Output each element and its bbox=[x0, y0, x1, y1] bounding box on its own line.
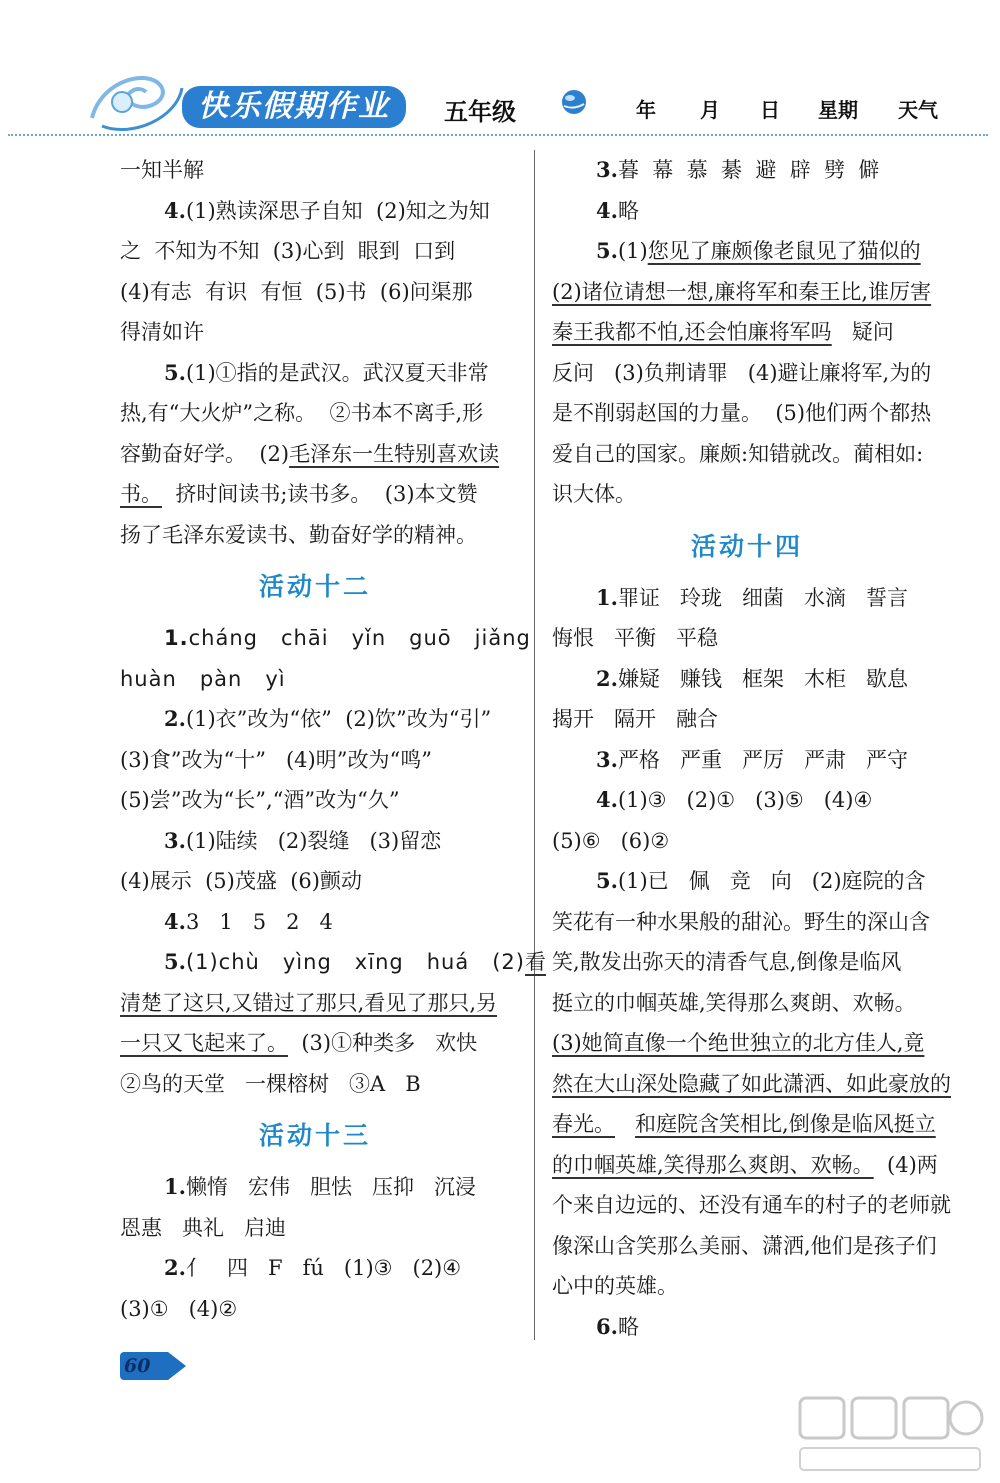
answer-line: (5)⑥ (6)② bbox=[552, 828, 670, 853]
answer-line: 扬了毛泽东爱读书、勤奋好学的精神。 bbox=[120, 522, 477, 547]
answer-line: 4.略 bbox=[596, 197, 639, 223]
answer-line: 爱自己的国家。廉颇:知错就改。蔺相如: bbox=[552, 441, 924, 466]
answer-line: huàn pàn yì bbox=[120, 666, 286, 691]
answer-line: 个来自边远的、还没有通车的村子的老师就 bbox=[552, 1193, 951, 1217]
answer-line: 1.罪证 玲珑 细菌 水滴 誓言 bbox=[596, 584, 909, 610]
answer-line: 得清如许 bbox=[120, 320, 204, 344]
answer-line: 5.(1)已 佩 竞 向 (2)庭院的含 bbox=[596, 868, 926, 893]
weather-label: 天气 bbox=[898, 98, 938, 122]
page-arrow-icon bbox=[168, 1352, 186, 1380]
answer-line: 挺立的巾帼英雄,笑得那么爽朗、欢畅。 bbox=[552, 990, 916, 1015]
answer-line: (3)她简直像一个绝世独立的北方佳人,竟 bbox=[552, 1031, 925, 1055]
weekday-label: 星期 bbox=[818, 98, 858, 122]
answer-line: (4)展示 (5)茂盛 (6)颤动 bbox=[120, 869, 362, 893]
answer-line: 笑花有一种水果般的甜沁。野生的深山含 bbox=[552, 909, 930, 934]
answer-line: 一只又飞起来了。 (3)①种类多 欢快 bbox=[120, 1031, 478, 1055]
page-number: 60 bbox=[124, 1355, 151, 1377]
answer-line: (3)食”改为“十” (4)明”改为“鸣” bbox=[120, 747, 432, 772]
swirl-logo-icon bbox=[82, 58, 192, 138]
answer-line: 之 不知为不知 (3)心到 眼到 口到 bbox=[120, 239, 456, 263]
section-heading-12: 活动十二 bbox=[258, 572, 371, 601]
answer-line: 的巾帼英雄,笑得那么爽朗、欢畅。 (4)两 bbox=[552, 1152, 938, 1177]
answer-line: 3.(1)陆续 (2)裂缝 (3)留恋 bbox=[164, 827, 442, 853]
answer-line: 2.亻 四 F fú (1)③ (2)④ bbox=[164, 1255, 462, 1280]
answer-line: 心中的英雄。 bbox=[552, 1274, 678, 1298]
answer-line: 反问 (3)负荆请罪 (4)避让廉将军,为的 bbox=[552, 360, 932, 385]
answer-line: 4.(1)③ (2)① (3)⑤ (4)④ bbox=[596, 787, 873, 812]
answer-line: 识大体。 bbox=[552, 482, 636, 506]
section-heading-13: 活动十三 bbox=[258, 1121, 371, 1150]
answer-line: 2.(1)衣”改为“依” (2)饮”改为“引” bbox=[164, 706, 492, 731]
answer-line: 揭开 隔开 融合 bbox=[552, 707, 719, 731]
answer-line: 悔恨 平衡 平稳 bbox=[552, 626, 719, 650]
answer-line: 像深山含笑那么美丽、潇洒,他们是孩子们 bbox=[552, 1233, 937, 1258]
site-watermark-logo bbox=[790, 1390, 990, 1480]
answer-line: 清楚了这只,又错过了那只,看见了那只,另 bbox=[120, 990, 498, 1015]
answer-line: 1.cháng chāi yǐn guō jiǎng bbox=[164, 626, 531, 650]
answer-line: 6.略 bbox=[596, 1313, 639, 1339]
month-label: 月 bbox=[700, 98, 720, 122]
section-heading-14: 活动十四 bbox=[690, 531, 803, 561]
page-header bbox=[0, 0, 1000, 160]
answer-line: 热,有“大火炉”之称。 ②书本不离手,形 bbox=[120, 401, 484, 425]
answer-line: (2)诸位请想一想,廉将军和秦王比,谁厉害 bbox=[552, 279, 932, 304]
answer-line: 容勤奋好学。 (2)毛泽东一生特别喜欢读 bbox=[120, 441, 500, 466]
answer-line: 笑,散发出弥天的清香气息,倒像是临风 bbox=[552, 950, 902, 974]
answer-line: 然在大山深处隐藏了如此潇洒、如此豪放的 bbox=[552, 1071, 951, 1096]
answer-line: 春光。 和庭院含笑相比,倒像是临风挺立 bbox=[552, 1112, 936, 1136]
answer-line: 书。 挤时间读书;读书多。 (3)本文赞 bbox=[120, 482, 478, 506]
answer-line: 5.(1)①指的是武汉。武汉夏天非常 bbox=[164, 359, 489, 385]
answer-line: 秦王我都不怕,还会怕廉将军吗 疑问 bbox=[552, 320, 894, 344]
answer-line: 恩惠 典礼 启迪 bbox=[120, 1215, 287, 1240]
answer-line: 4.3 1 5 2 4 bbox=[164, 908, 333, 934]
answer-line: 5.(1)chù yìng xīng huá (2)看 bbox=[164, 949, 546, 974]
answer-line: (4)有志 有识 有恒 (5)书 (6)问渠那 bbox=[120, 279, 473, 304]
year-label: 年 bbox=[636, 98, 656, 122]
column-divider bbox=[534, 150, 535, 1340]
answer-line: (5)尝”改为“长”,“酒”改为“久” bbox=[120, 788, 400, 812]
answer-line: (3)① (4)② bbox=[120, 1296, 238, 1321]
header-dotted-rule bbox=[8, 134, 988, 136]
left-column bbox=[120, 150, 546, 1329]
answer-line: 4.(1)熟读深思子自知 (2)知之为知 bbox=[164, 197, 490, 223]
grade-label: 五年级 bbox=[444, 98, 516, 126]
answer-line: 1.懒惰 宏伟 胆怯 压抑 沉浸 bbox=[164, 1174, 477, 1199]
answer-line: 2.嫌疑 赚钱 框架 木柜 歇息 bbox=[596, 665, 909, 691]
right-column bbox=[552, 150, 951, 1347]
globe-icon bbox=[560, 88, 588, 116]
answer-line: ②鸟的天堂 一棵榕树 ③A B bbox=[120, 1071, 421, 1096]
book-title: 快乐假期作业 bbox=[182, 86, 406, 128]
answer-line: 3.严格 严重 严厉 严肃 严守 bbox=[596, 746, 909, 772]
answer-line: 3.暮 幕 慕 綦 避 辟 劈 僻 bbox=[596, 157, 880, 182]
answer-line: 是不削弱赵国的力量。 (5)他们两个都热 bbox=[552, 401, 932, 425]
day-label: 日 bbox=[760, 98, 780, 122]
answer-line: 5.(1)您见了廉颇像老鼠见了猫似的 bbox=[596, 238, 921, 263]
answer-line: 一知半解 bbox=[120, 158, 204, 182]
